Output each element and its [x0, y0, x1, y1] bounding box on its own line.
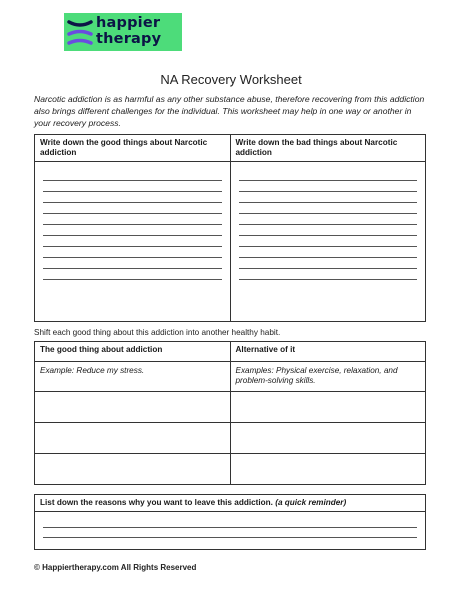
reasons-table — [34, 494, 426, 550]
writing-line — [239, 192, 418, 203]
good-thing-cell[interactable] — [35, 392, 231, 423]
writing-line — [43, 236, 222, 247]
good-thing-cell[interactable] — [35, 423, 231, 454]
good-things-lines[interactable] — [35, 162, 231, 322]
alternative-col-header: Alternative of it — [230, 342, 426, 362]
good-bad-table — [34, 134, 426, 322]
writing-line — [239, 225, 418, 236]
writing-line — [239, 170, 418, 181]
good-thing-cell[interactable] — [35, 454, 231, 485]
writing-line — [43, 518, 417, 528]
writing-line — [43, 214, 222, 225]
writing-line — [239, 247, 418, 258]
writing-line — [43, 247, 222, 258]
example-good-thing: Example: Reduce my stress. — [35, 362, 231, 392]
writing-line — [43, 181, 222, 192]
alternatives-table — [34, 341, 426, 485]
bad-things-lines[interactable] — [230, 162, 426, 322]
writing-line — [43, 170, 222, 181]
good-things-header: Write down the good things about Narcotic addiction — [35, 135, 231, 162]
shift-prompt: Shift each good thing about this addiction into another healthy habit. — [34, 328, 281, 337]
alternative-cell[interactable] — [230, 454, 426, 485]
writing-line — [43, 528, 417, 538]
brand-logo — [64, 13, 182, 51]
reasons-prompt: List down the reasons why you want to leave this addiction. — [40, 498, 273, 507]
copyright-footer: © Happiertherapy.com All Rights Reserved — [34, 563, 197, 572]
reasons-lines[interactable] — [35, 512, 426, 550]
reasons-note: (a quick reminder) — [275, 498, 347, 507]
writing-line — [43, 225, 222, 236]
writing-line — [239, 203, 418, 214]
page-title: NA Recovery Worksheet — [160, 72, 302, 87]
logo-line-1: happier — [96, 15, 161, 31]
reasons-header — [35, 495, 426, 512]
writing-line — [239, 269, 418, 280]
intro-text: Narcotic addiction is as harmful as any other substance abuse, therefore recovering from this addiction also brings different challenges for the individual. This worksheet may help in one way or another in your recovery process. — [34, 94, 425, 128]
writing-line — [43, 258, 222, 269]
wave-logo-icon — [67, 17, 93, 49]
writing-line — [43, 203, 222, 214]
writing-line — [43, 192, 222, 203]
logo-wordmark — [96, 15, 161, 47]
writing-line — [239, 236, 418, 247]
alternative-cell[interactable] — [230, 392, 426, 423]
good-thing-col-header: The good thing about addiction — [35, 342, 231, 362]
bad-things-header: Write down the bad things about Narcotic addiction — [230, 135, 426, 162]
writing-line — [239, 258, 418, 269]
writing-line — [43, 269, 222, 280]
writing-line — [239, 214, 418, 225]
alternative-cell[interactable] — [230, 423, 426, 454]
example-alternative: Examples: Physical exercise, relaxation, and problem-solving skills. — [230, 362, 426, 392]
logo-line-2: therapy — [96, 31, 162, 47]
writing-line — [239, 181, 418, 192]
